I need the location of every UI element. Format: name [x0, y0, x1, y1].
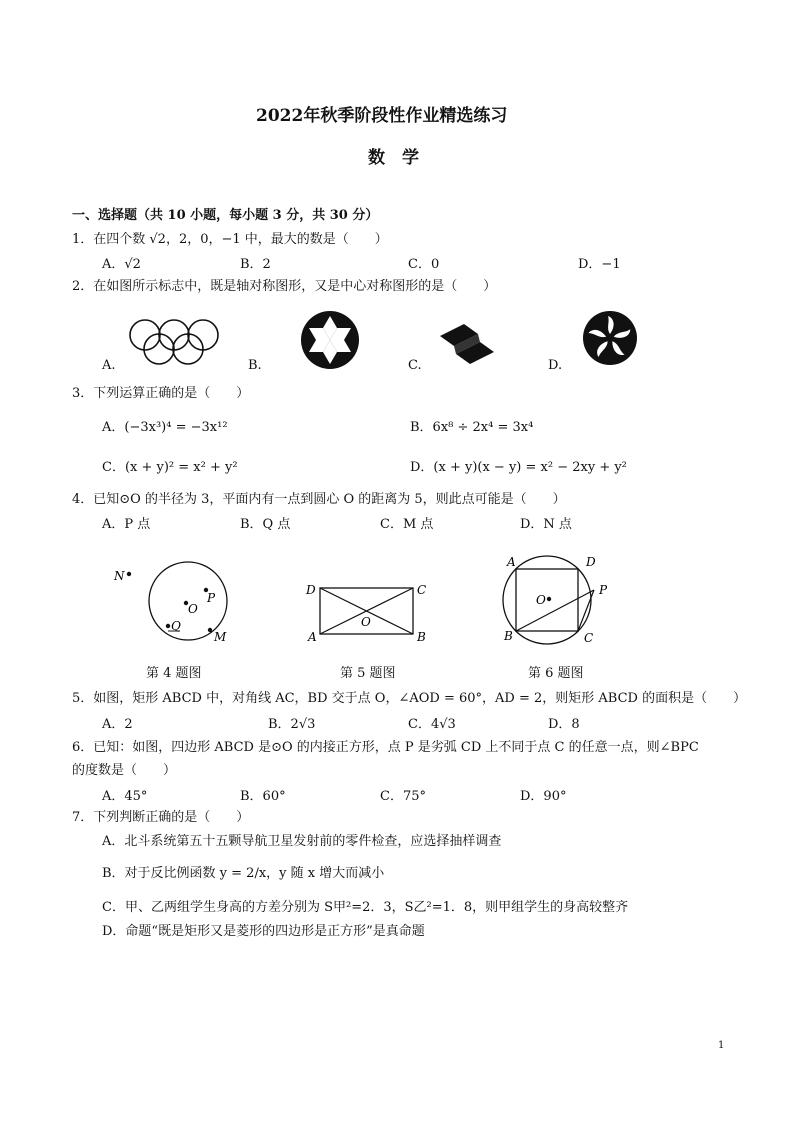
- fig6-label-c: C: [584, 631, 594, 645]
- q6-option-a: A．45°: [102, 789, 148, 804]
- q7-option-d: D．命题“既是矩形又是菱形的四边形是正方形”是真命题: [102, 924, 425, 939]
- page-number: 1: [718, 1040, 725, 1051]
- q2-figure-c-s-logo: [438, 322, 496, 366]
- fig6-label-o: O: [536, 593, 546, 607]
- q4-option-a: A．P 点: [102, 517, 151, 532]
- fig4-label-p: P: [207, 591, 216, 605]
- q3-option-a: A．(−3x³)⁴ = −3x¹²: [102, 420, 228, 435]
- q4-stem: 4．已知⊙O 的半径为 3，平面内有一点到圆心 O 的距离为 5，则此点可能是（ ）: [72, 492, 566, 507]
- q6-option-b: B．60°: [240, 789, 286, 804]
- figure-6-caption: 第 6 题图: [528, 666, 584, 681]
- q5-option-d: D．8: [548, 717, 580, 732]
- q7-stem: 7．下列判断正确的是（ ）: [72, 810, 250, 825]
- q3-option-c: C．(x + y)² = x² + y²: [102, 460, 238, 475]
- fig5-label-o: O: [361, 615, 371, 629]
- fig5-label-b: B: [417, 630, 426, 644]
- q1-option-c: C．0: [408, 257, 440, 272]
- q5-option-b: B．2√3: [268, 717, 316, 732]
- subject-title: 数 学: [368, 148, 419, 168]
- q5-stem: 5．如图，矩形 ABCD 中，对角线 AC，BD 交于点 O，∠AOD = 60°，AD = 2，则矩形 ABCD 的面积是（ ）: [72, 691, 747, 706]
- q1-option-d: D．−1: [578, 257, 621, 272]
- q6-stem-line1: 6．已知：如图，四边形 ABCD 是⊙O 的内接正方形，点 P 是劣弧 CD 上不同于点 C 的任意一点，则∠BPC: [72, 740, 699, 755]
- q2-option-a: A.: [102, 358, 116, 373]
- q6-option-c: C．75°: [380, 789, 426, 804]
- figure-6-diagram: [498, 552, 618, 648]
- fig6-label-d: D: [586, 555, 596, 569]
- fig5-label-a: A: [308, 630, 317, 644]
- q5-option-c: C．4√3: [408, 717, 456, 732]
- q4-option-c: C．M 点: [380, 517, 434, 532]
- fig4-label-q: Q: [171, 619, 181, 633]
- fig4-label-o: O: [188, 602, 198, 616]
- q2-figure-a-rings: [128, 318, 220, 368]
- q2-option-d: D.: [548, 358, 563, 373]
- figure-4-diagram: [108, 555, 238, 655]
- q5-option-a: A．2: [102, 717, 133, 732]
- q4-option-b: B．Q 点: [240, 517, 291, 532]
- q1-option-b: B．2: [240, 257, 271, 272]
- figure-4-caption: 第 4 题图: [146, 666, 202, 681]
- q3-stem: 3．下列运算正确的是（ ）: [72, 386, 250, 401]
- fig6-label-a: A: [507, 555, 516, 569]
- q6-option-d: D．90°: [520, 789, 567, 804]
- fig6-label-p: P: [599, 583, 608, 597]
- section-heading: 一、选择题（共 10 小题，每小题 3 分，共 30 分）: [72, 208, 379, 223]
- page-title: 2022年秋季阶段性作业精选练习: [256, 106, 508, 126]
- q6-stem-line2: 的度数是（ ）: [72, 763, 177, 778]
- fig4-label-n: N: [114, 569, 125, 583]
- q2-figure-b-emblem: [300, 310, 360, 370]
- fig6-label-b: B: [504, 629, 513, 643]
- fig4-label-m: M: [214, 630, 227, 644]
- q7-option-a: A．北斗系统第五十五颗导航卫星发射前的零件检查，应选择抽样调查: [102, 834, 502, 849]
- fig5-label-d: D: [306, 583, 316, 597]
- q3-option-b: B．6x⁸ ÷ 2x⁴ = 3x⁴: [410, 420, 534, 435]
- figure-5-caption: 第 5 题图: [340, 666, 396, 681]
- q2-stem: 2．在如图所示标志中，既是轴对称图形，又是中心对称图形的是（ ）: [72, 279, 497, 294]
- figure-5-diagram: [304, 578, 434, 644]
- q7-option-b: B．对于反比例函数 y = 2/x，y 随 x 增大而减小: [102, 866, 385, 881]
- fig5-label-c: C: [417, 583, 427, 597]
- q1-option-a: A．√2: [102, 257, 141, 272]
- q1-stem: 1．在四个数 √2，2，0，−1 中，最大的数是（ ）: [72, 232, 388, 247]
- q2-option-b: B.: [248, 358, 262, 373]
- q2-figure-d-flower: [582, 310, 638, 366]
- q7-option-c: C．甲、乙两组学生身高的方差分别为 S甲²=2．3，S乙²=1．8，则甲组学生的身高较整齐: [102, 900, 629, 915]
- q3-option-d: D．(x + y)(x − y) = x² − 2xy + y²: [410, 460, 627, 475]
- q2-option-c: C.: [408, 358, 422, 373]
- q4-option-d: D．N 点: [520, 517, 572, 532]
